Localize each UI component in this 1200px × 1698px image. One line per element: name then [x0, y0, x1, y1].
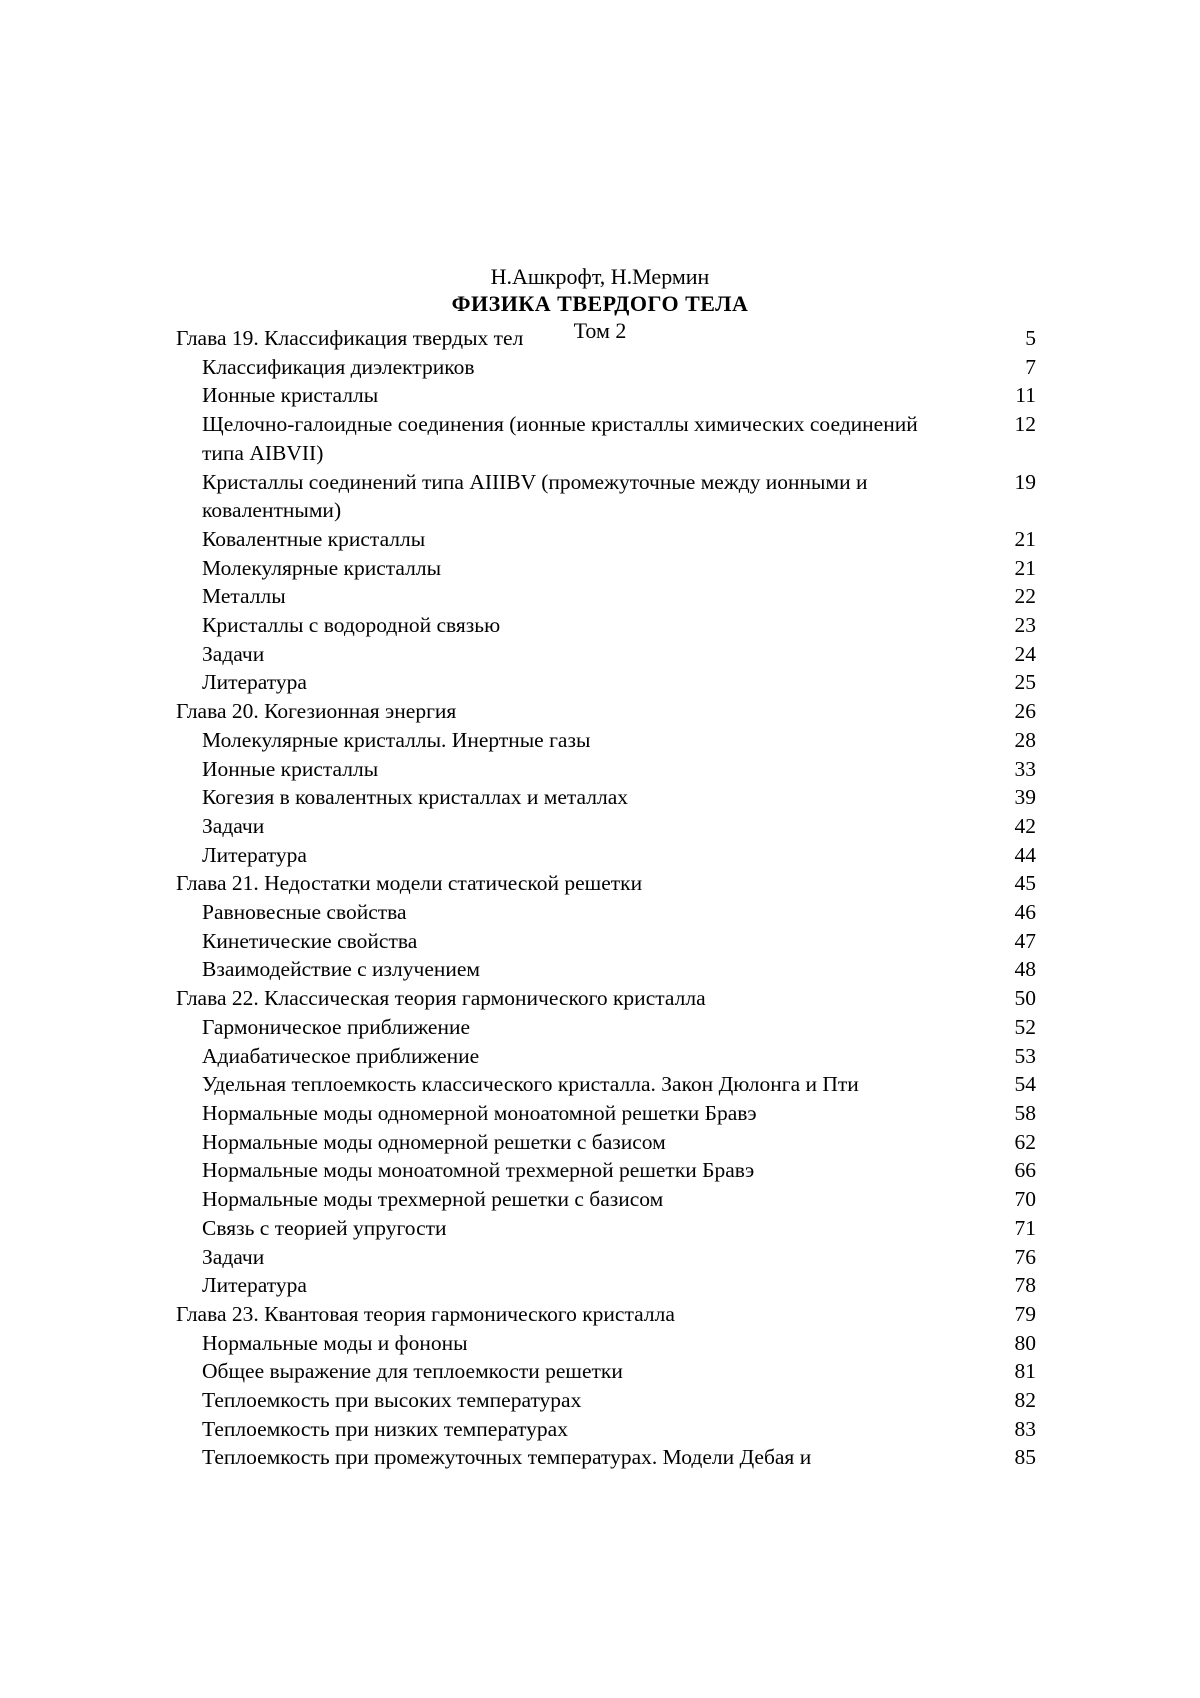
toc-section-row [176, 1214, 1036, 1243]
volume-label: Том 2 [573, 318, 627, 343]
toc-section-row [176, 1185, 1036, 1214]
chapter-title: Глава 19. Классификация твердых тел [176, 326, 524, 350]
page-number: 26 [1014, 699, 1036, 724]
page-number: 21 [1014, 555, 1036, 580]
toc-section-row [176, 898, 1036, 927]
toc-chapter-row [176, 697, 1036, 726]
section-title: Задачи [202, 813, 265, 838]
section-title: Металлы [202, 584, 286, 609]
page-number: 71 [1014, 1215, 1036, 1240]
toc-section-row [176, 1013, 1036, 1042]
toc-section-row [176, 1386, 1036, 1415]
toc-chapter-row [176, 984, 1036, 1013]
toc-section-row [176, 1042, 1036, 1071]
toc-section-row [176, 927, 1036, 956]
section-title: Адиабатическое приближение [202, 1043, 480, 1068]
section-title: Равновесные свойства [202, 900, 407, 925]
section-title: Взаимодействие с излучением [202, 957, 481, 982]
section-title: Теплоемкость при промежуточных температурах. Модели Дебая и [202, 1445, 812, 1470]
page-number: 79 [1014, 1301, 1036, 1326]
table-of-contents [176, 324, 1036, 1472]
section-title: Теплоемкость при низких температурах [202, 1416, 568, 1441]
book-title: ФИЗИКА ТВЕРДОГО ТЕЛА [451, 291, 749, 316]
section-title: Ковалентные кристаллы [202, 526, 426, 551]
section-title: Нормальные моды и фононы [202, 1330, 468, 1355]
toc-section-row [176, 812, 1036, 841]
section-title: Нормальные моды одномерной решетки с базисом [202, 1129, 666, 1154]
toc-section-row [176, 1329, 1036, 1358]
page-number: 66 [1014, 1158, 1036, 1183]
page-number: 25 [1014, 670, 1036, 695]
page-number: 58 [1014, 1100, 1036, 1125]
page-number: 23 [1014, 613, 1036, 638]
toc-section-row [176, 640, 1036, 669]
toc-section-row [176, 1128, 1036, 1157]
toc-chapter-row [176, 869, 1036, 898]
page-number: 21 [1014, 526, 1036, 551]
chapter-title: Глава 20. Когезионная энергия [176, 699, 457, 724]
page-number: 46 [1014, 900, 1036, 925]
section-title: Гармоническое приближение [202, 1014, 471, 1039]
page-number: 62 [1014, 1129, 1036, 1154]
page-number: 81 [1014, 1359, 1036, 1384]
toc-section-row [176, 1156, 1036, 1185]
page-number: 5 [1025, 326, 1036, 350]
page-number: 52 [1014, 1014, 1036, 1039]
section-title: Щелочно-галоидные соединения (ионные кристаллы химических соединений типа AIBVII) [202, 412, 918, 465]
chapter-title: Глава 23. Квантовая теория гармонического кристалла [176, 1301, 675, 1326]
toc-section-row [176, 582, 1036, 611]
page-number: 11 [1015, 383, 1036, 408]
page-number: 47 [1014, 928, 1036, 953]
page-number: 44 [1014, 842, 1036, 867]
toc-chapter-row [176, 1300, 1036, 1329]
page-number: 78 [1014, 1273, 1036, 1298]
authors: Н.Ашкрофт, Н.Мермин [490, 264, 710, 289]
toc-section-row [176, 1099, 1036, 1128]
toc-section-row [176, 410, 1036, 467]
page-number: 19 [1014, 469, 1036, 494]
toc-section-row [176, 1243, 1036, 1272]
section-title: Ионные кристаллы [202, 383, 379, 408]
page-number: 42 [1014, 813, 1036, 838]
page-number: 53 [1014, 1043, 1036, 1068]
page-number: 85 [1014, 1445, 1036, 1470]
toc-section-row [176, 726, 1036, 755]
toc-section-row [176, 1415, 1036, 1444]
section-title: Кристаллы с водородной связью [202, 613, 501, 638]
page-number: 76 [1014, 1244, 1036, 1269]
section-title: Кристаллы соединений типа AIIIBV (промежуточные между ионными и ковалентными) [202, 469, 868, 523]
toc-chapter-row [176, 324, 1036, 353]
toc-section-row [176, 381, 1036, 410]
toc-section-row [176, 1271, 1036, 1300]
section-title: Молекулярные кристаллы [202, 555, 442, 580]
page-number: 39 [1014, 785, 1036, 810]
page-number: 12 [1014, 412, 1036, 437]
page-number: 54 [1014, 1072, 1036, 1097]
toc-section-row [176, 668, 1036, 697]
toc-section-row [176, 1443, 1036, 1472]
section-title: Кинетические свойства [202, 928, 418, 953]
section-title: Ионные кристаллы [202, 756, 379, 781]
chapter-title: Глава 22. Классическая теория гармонического кристалла [176, 986, 706, 1011]
section-title: Литература [202, 1273, 307, 1298]
toc-section-row [176, 1070, 1036, 1099]
toc-section-row [176, 525, 1036, 554]
section-title: Нормальные моды трехмерной решетки с базисом [202, 1187, 664, 1212]
page-number: 45 [1014, 871, 1036, 896]
page-number: 28 [1014, 727, 1036, 752]
section-title: Классификация диэлектриков [202, 354, 475, 379]
page-number: 83 [1014, 1416, 1036, 1441]
page-number: 70 [1014, 1187, 1036, 1212]
page-number: 33 [1014, 756, 1036, 781]
toc-section-row [176, 468, 1036, 525]
page-number: 50 [1014, 986, 1036, 1011]
toc-section-row [176, 783, 1036, 812]
page-number: 24 [1014, 641, 1036, 666]
chapter-title: Глава 21. Недостатки модели статической решетки [176, 871, 643, 896]
section-title: Литература [202, 842, 307, 867]
page-number: 80 [1014, 1330, 1036, 1355]
section-title: Литература [202, 670, 307, 695]
toc-section-row [176, 955, 1036, 984]
section-title: Задачи [202, 1244, 265, 1269]
page-number: 7 [1025, 354, 1036, 379]
toc-section-row [176, 353, 1036, 382]
section-title: Удельная теплоемкость классического кристалла. Закон Дюлонга и Пти [202, 1072, 859, 1097]
section-title: Теплоемкость при высоких температурах [202, 1388, 582, 1413]
toc-section-row [176, 611, 1036, 640]
page-number: 22 [1014, 584, 1036, 609]
section-title: Молекулярные кристаллы. Инертные газы [202, 727, 591, 752]
section-title: Связь с теорией упругости [202, 1215, 447, 1240]
toc-section-row [176, 554, 1036, 583]
toc-section-row [176, 1357, 1036, 1386]
section-title: Когезия в ковалентных кристаллах и металлах [202, 785, 629, 810]
toc-section-row [176, 841, 1036, 870]
section-title: Нормальные моды моноатомной трехмерной решетки Бравэ [202, 1158, 755, 1183]
section-title: Общее выражение для теплоемкости решетки [202, 1359, 623, 1384]
page-number: 48 [1014, 957, 1036, 982]
toc-section-row [176, 755, 1036, 784]
page-number: 82 [1014, 1388, 1036, 1413]
section-title: Задачи [202, 641, 265, 666]
section-title: Нормальные моды одномерной моноатомной решетки Бравэ [202, 1100, 757, 1125]
